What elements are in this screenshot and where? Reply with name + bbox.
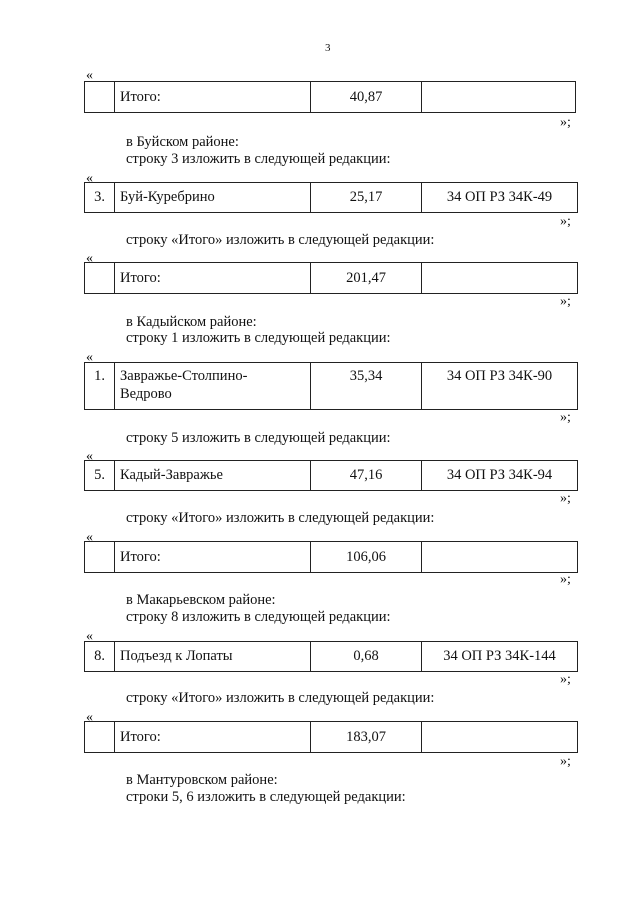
- road-code-cell: [421, 542, 577, 572]
- length-cell: 0,68: [310, 642, 421, 671]
- open-quote: «: [86, 350, 93, 365]
- row-number-cell: 5.: [94, 467, 105, 483]
- row-number-cell: [85, 722, 114, 752]
- road-code-cell: [421, 263, 577, 293]
- close-mark: »;: [560, 410, 571, 425]
- row-number-cell: 1.: [94, 368, 105, 384]
- road-name-cell: [114, 363, 310, 409]
- table-row: [84, 262, 578, 294]
- road-code-cell: [421, 722, 577, 752]
- road-name-cell: Буй-Куребрино: [114, 183, 310, 212]
- road-code-cell: 34 ОП РЗ 34К-90: [421, 363, 577, 409]
- open-quote: «: [86, 251, 93, 266]
- open-quote: «: [86, 449, 93, 464]
- open-quote: «: [86, 629, 93, 644]
- road-code-cell: 34 ОП РЗ 34К-144: [421, 642, 577, 671]
- close-mark: »;: [560, 214, 571, 229]
- length-cell: 183,07: [310, 722, 421, 752]
- road-name-cell: Итого:: [114, 263, 310, 293]
- close-mark: »;: [560, 491, 571, 506]
- district-heading: в Макарьевском районе:: [126, 592, 276, 608]
- table-row: [84, 541, 578, 573]
- close-mark: »;: [560, 294, 571, 309]
- instruction-text: строку «Итого» изложить в следующей редакции:: [126, 510, 435, 526]
- close-mark: »;: [560, 115, 571, 130]
- road-name-line-1: Завражье-Столпино-: [120, 368, 248, 384]
- district-heading: в Мантуровском районе:: [126, 772, 278, 788]
- instruction-text: строку 1 изложить в следующей редакции:: [126, 330, 391, 346]
- table-row: [84, 182, 578, 213]
- district-heading: в Буйском районе:: [126, 134, 239, 150]
- open-quote: «: [86, 710, 93, 725]
- road-name-cell: Подъезд к Лопаты: [114, 642, 310, 671]
- road-name-cell: Кадый-Завражье: [114, 461, 310, 490]
- open-quote: «: [86, 530, 93, 545]
- instruction-text: строку 3 изложить в следующей редакции:: [126, 151, 391, 167]
- row-number-cell: [85, 263, 114, 293]
- length-cell: 47,16: [310, 461, 421, 490]
- length-cell: 40,87: [310, 82, 421, 112]
- close-mark: »;: [560, 572, 571, 587]
- row-number-cell: [85, 82, 114, 112]
- close-mark: »;: [560, 754, 571, 769]
- close-mark: »;: [560, 672, 571, 687]
- open-quote: «: [86, 68, 93, 83]
- road-code-cell: 34 ОП РЗ 34К-94: [421, 461, 577, 490]
- table-row: [84, 641, 578, 672]
- instruction-text: строку «Итого» изложить в следующей редакции:: [126, 232, 435, 248]
- table-row: [84, 81, 576, 113]
- road-name-cell: Итого:: [114, 82, 310, 112]
- road-name-cell: Итого:: [114, 722, 310, 752]
- road-name-line-2: Ведрово: [120, 385, 172, 402]
- length-cell: 25,17: [310, 183, 421, 212]
- instruction-text: строку «Итого» изложить в следующей редакции:: [126, 690, 435, 706]
- road-code-cell: [421, 82, 575, 112]
- length-cell: 106,06: [310, 542, 421, 572]
- table-row: [84, 362, 578, 410]
- road-code-cell: 34 ОП РЗ 34К-49: [421, 183, 577, 212]
- length-cell: 35,34: [310, 363, 421, 409]
- instruction-text: строки 5, 6 изложить в следующей редакции:: [126, 789, 406, 805]
- instruction-text: строку 8 изложить в следующей редакции:: [126, 609, 391, 625]
- table-row: [84, 721, 578, 753]
- open-quote: «: [86, 171, 93, 186]
- page-number: 3: [325, 42, 331, 54]
- row-number-cell: 3.: [94, 189, 105, 205]
- table-row: [84, 460, 578, 491]
- instruction-text: строку 5 изложить в следующей редакции:: [126, 430, 391, 446]
- road-name-cell: Итого:: [114, 542, 310, 572]
- length-cell: 201,47: [310, 263, 421, 293]
- row-number-cell: [85, 542, 114, 572]
- row-number-cell: 8.: [94, 648, 105, 664]
- district-heading: в Кадыйском районе:: [126, 314, 257, 330]
